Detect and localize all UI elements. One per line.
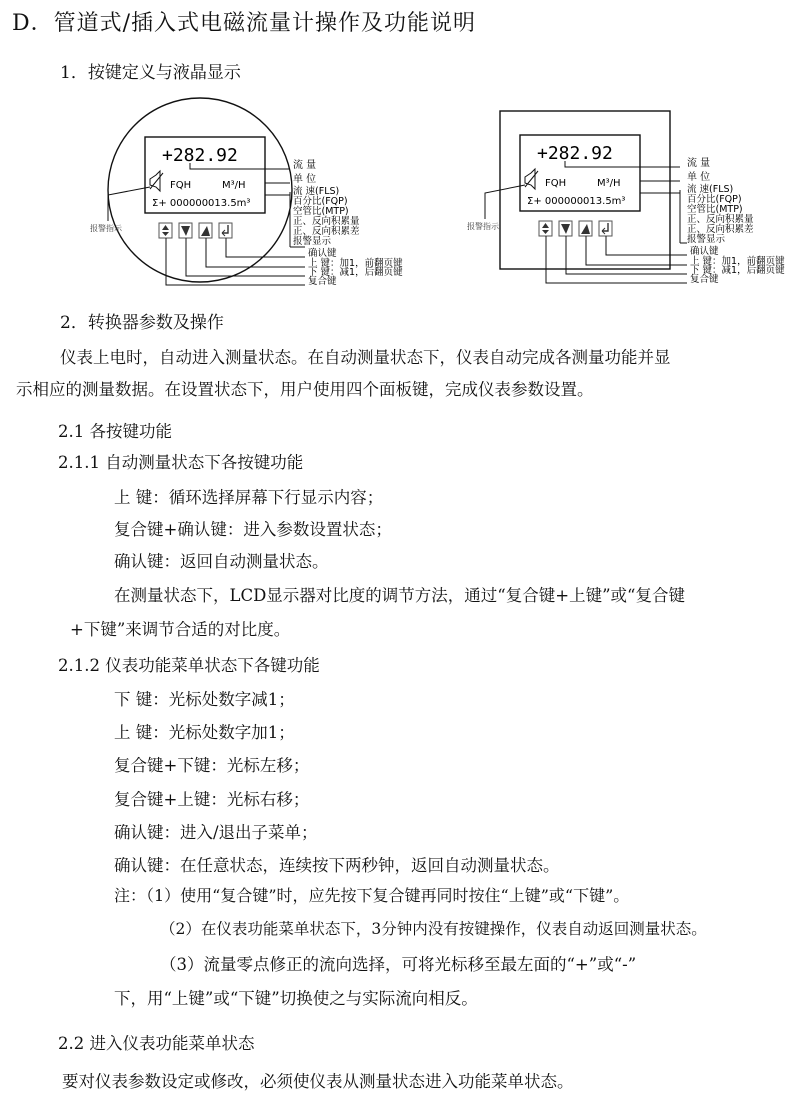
- callout-totals-2-2: 正、反向积累差: [687, 224, 754, 235]
- callout-alarm-indicator: 报警指示: [90, 224, 122, 233]
- lcd-unit-2: M³/H: [597, 178, 621, 189]
- lcd-unit: M³/H: [222, 180, 246, 191]
- callout-alarm: 报警显示: [293, 236, 332, 247]
- square-panel-diagram: [465, 105, 795, 305]
- callout-totals-1-2: 正、反向积累量: [687, 214, 754, 225]
- lcd-unit-label-2: FQH: [545, 178, 567, 189]
- note-3-continued: 下，用“上键”或“下键”切换使之与实际流向相反。: [114, 989, 478, 1008]
- key-enter-icon-2: [599, 221, 612, 236]
- s212-item-6: 确认键：在任意状态，连续按下两秒钟，返回自动测量状态。: [114, 856, 560, 875]
- callout-alarm-2: 报警显示: [687, 234, 726, 245]
- key-up-down-icon: [159, 223, 172, 238]
- s211-item-2: 复合键+确认键：进入参数设置状态；: [114, 520, 392, 539]
- intro-line-1: 仪表上电时，自动进入测量状态。在自动测量状态下，仪表自动完成各测量功能并显: [60, 348, 671, 367]
- key-down-icon-2: [559, 221, 572, 236]
- intro-line-2: 示相应的测量数据。在设置状态下，用户使用四个面板键，完成仪表参数设置。: [16, 380, 594, 399]
- callout-compound-key-2: 复合键: [690, 274, 719, 285]
- key-down-icon: [179, 223, 192, 238]
- callout-percent-2: 百分比(FQP): [687, 194, 742, 205]
- lcd-flow-value: +282.92: [162, 145, 238, 166]
- subsection-2-1-2: 2.1.2 仪表功能菜单状态下各键功能: [58, 656, 320, 675]
- callout-down-key: 下 键：减1，后翻页键: [308, 267, 403, 278]
- callout-confirm-key-2: 确认键: [690, 246, 719, 257]
- callout-flow: 流 量: [293, 160, 317, 171]
- callout-empty-pipe-2: 空管比(MTP): [687, 204, 743, 215]
- lcd-flow-value-2: +282.92: [537, 143, 613, 164]
- s212-item-4: 复合键+上键：光标右移；: [114, 790, 310, 809]
- subsection-2-1-1: 2.1.1 自动测量状态下各按键功能: [58, 453, 304, 472]
- page-title: D．管道式/插入式电磁流量计操作及功能说明: [12, 11, 477, 36]
- key-up-icon: [199, 223, 212, 238]
- s212-item-3: 复合键+下键：光标左移；: [114, 756, 310, 775]
- note-3: （3）流量零点修正的流向选择，可将光标移至最左面的“+”或“-”: [160, 955, 637, 974]
- callout-flow-2: 流 量: [687, 158, 711, 169]
- round-panel-diagram: [90, 95, 420, 305]
- callout-flow-speed-2: 流 速(FLS): [687, 184, 734, 195]
- lcd-total: Σ+ 000000013.5m³: [152, 198, 251, 209]
- callout-up-key: 上 键：加1，前翻页键: [308, 258, 403, 269]
- s22-paragraph: 要对仪表参数设定或修改，必须使仪表从测量状态进入功能菜单状态。: [62, 1072, 574, 1091]
- callout-confirm-key: 确认键: [308, 248, 337, 259]
- key-enter-icon: [219, 223, 232, 238]
- callout-alarm-indicator-2: 报警指示: [467, 222, 499, 231]
- callout-down-key-2: 下 键：减1，后翻页键: [690, 265, 785, 276]
- note-2: （2）在仪表功能菜单状态下，3分钟内没有按键操作，仪表自动返回测量状态。: [160, 920, 707, 938]
- subsection-2-2: 2.2 进入仪表功能菜单状态: [58, 1034, 255, 1053]
- note-1: 注：（1）使用“复合键”时，应先按下复合键再同时按住“上键”或“下键”。: [114, 886, 630, 905]
- callout-unit: 单 位: [293, 174, 317, 185]
- callout-totals-2: 正、反向积累差: [293, 226, 360, 237]
- callout-percent: 百分比(FQP): [293, 196, 348, 207]
- s212-item-5: 确认键：进入/退出子菜单；: [114, 823, 318, 842]
- subsection-2-1: 2.1 各按键功能: [58, 422, 172, 441]
- lcd-unit-label: FQH: [170, 180, 192, 191]
- key-up-down-icon-2: [539, 221, 552, 236]
- key-up-icon-2: [579, 221, 592, 236]
- callout-empty-pipe: 空管比(MTP): [293, 206, 349, 217]
- s211-item-1: 上 键：循环选择屏幕下行显示内容；: [114, 488, 384, 507]
- s212-item-2: 上 键：光标处数字加1；: [114, 723, 295, 742]
- section-2-heading: 2．转换器参数及操作: [60, 313, 224, 333]
- callout-up-key-2: 上 键：加1，前翻页键: [690, 256, 785, 267]
- lcd-total-2: Σ+ 000000013.5m³: [527, 196, 626, 207]
- callout-compound-key: 复合键: [308, 276, 337, 287]
- callout-unit-2: 单 位: [687, 172, 711, 183]
- alarm-horn-icon: [150, 171, 160, 191]
- lcd-paragraph-line-1: 在测量状态下，LCD显示器对比度的调节方法，通过“复合键+上键”或“复合键: [114, 586, 685, 605]
- callout-flow-speed: 流 速(FLS): [293, 186, 340, 197]
- lcd-paragraph-line-2: +下键”来调节合适的对比度。: [70, 620, 291, 639]
- s212-item-1: 下 键：光标处数字减1；: [114, 690, 295, 709]
- section-1-heading: 1．按键定义与液晶显示: [60, 63, 241, 83]
- callout-totals-1: 正、反向积累量: [293, 216, 360, 227]
- s211-item-3: 确认键：返回自动测量状态。: [114, 552, 329, 571]
- alarm-horn-icon-2: [525, 169, 535, 189]
